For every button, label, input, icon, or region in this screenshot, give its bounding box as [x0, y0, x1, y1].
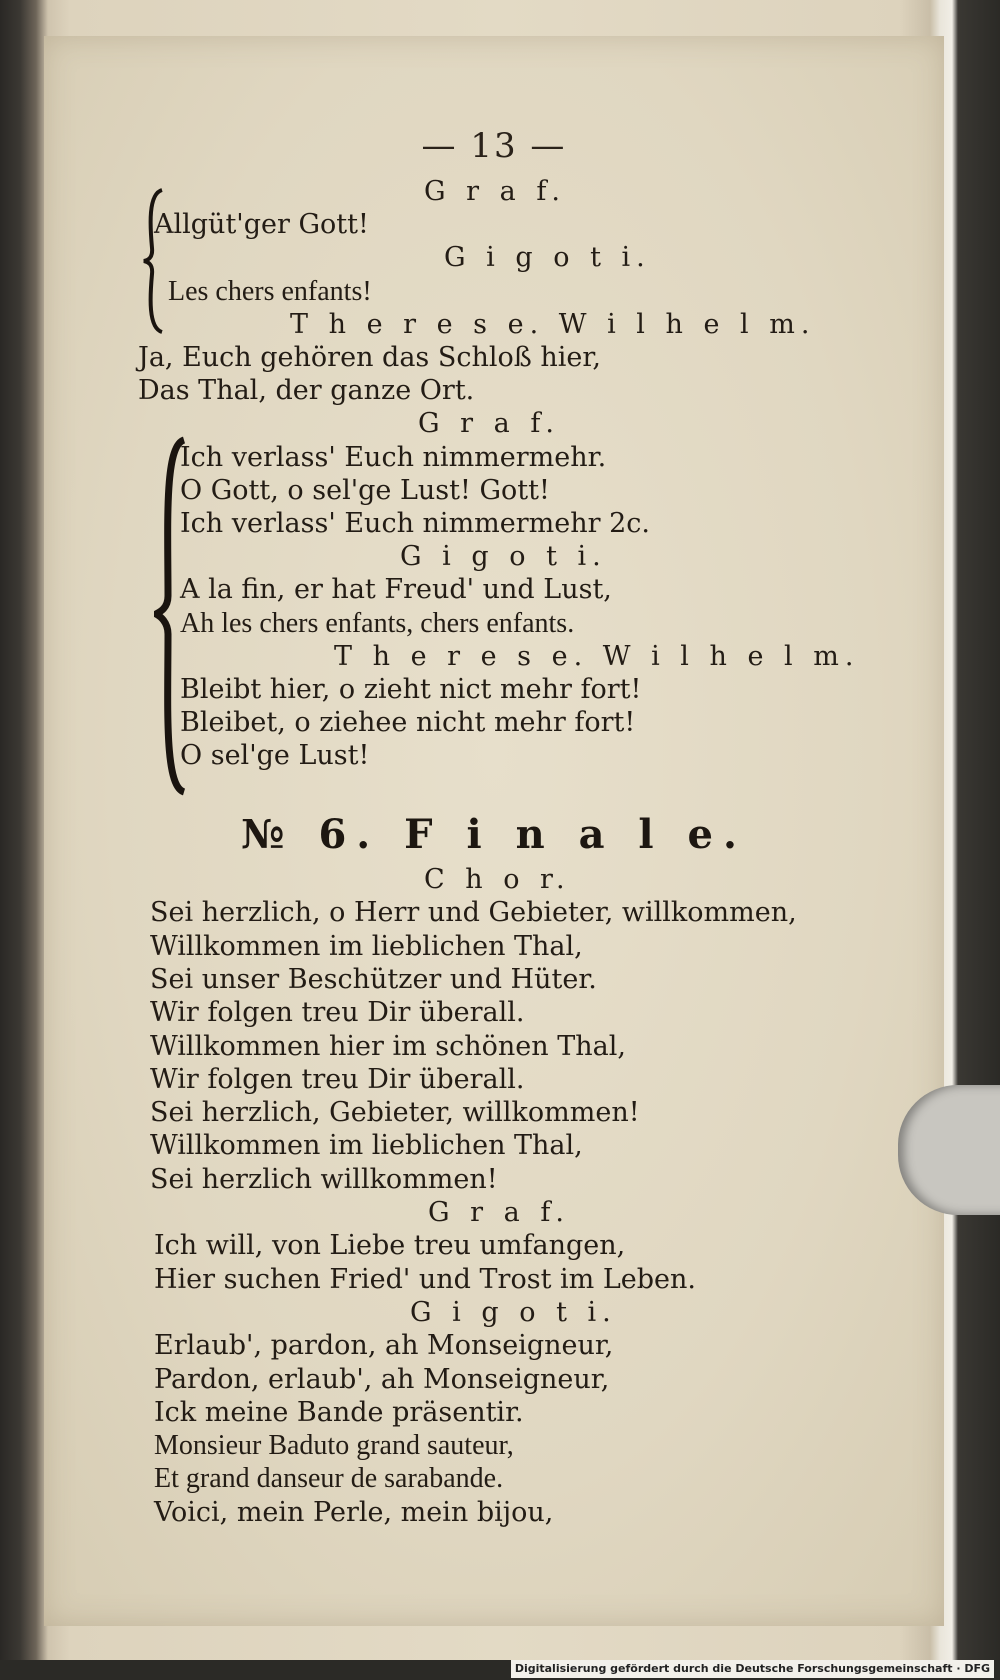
verse-line: Ich verlass' Euch nimmermehr. — [180, 441, 607, 473]
brace-top — [140, 186, 168, 336]
verse-line: Willkommen im lieblichen Thal, — [150, 1130, 583, 1162]
verse-line: A la fin, er hat Freud' und Lust, — [180, 574, 612, 606]
section-heading: № 6. F i n a l e. — [241, 811, 747, 858]
verse-line: Ich will, von Liebe treu umfangen, — [154, 1230, 626, 1262]
verse-line: Sei herzlich, o Herr und Gebieter, willkommen, — [150, 897, 797, 929]
verse-line: Ick meine Bande präsentir. — [154, 1396, 524, 1428]
verse-line: O sel'ge Lust! — [180, 740, 370, 772]
verse-line: Bleibt hier, o zieht nict mehr fort! — [180, 674, 642, 705]
speaker-name: G r a f. — [424, 176, 566, 207]
verse-line: Sei herzlich willkommen! — [150, 1163, 498, 1195]
page-number: — 13 — — [421, 126, 567, 166]
verse-line: Sei herzlich, Gebieter, willkommen! — [150, 1097, 640, 1129]
verse-line: Willkommen hier im schönen Thal, — [150, 1030, 626, 1062]
speaker-name: G r a f. — [418, 408, 560, 440]
verse-line: Et grand danseur de sarabande. — [154, 1463, 504, 1495]
speaker-name: G r a f. — [428, 1197, 570, 1228]
verse-line: Das Thal, der ganze Ort. — [138, 375, 475, 407]
verse-line: Les chers enfants! — [168, 275, 372, 307]
verse-line: Voici, mein Perle, mein bijou, — [154, 1496, 554, 1528]
verse-line: Wir folgen treu Dir überall. — [150, 997, 525, 1029]
verse-line: Pardon, erlaub', ah Monseigneur, — [154, 1363, 610, 1395]
book-page — [44, 36, 944, 1626]
speaker-name: T h e r e s e. W i l h e l m. — [290, 308, 816, 340]
verse-line: Monsieur Baduto grand sauteur, — [154, 1430, 514, 1462]
verse-line: O Gott, o sel'ge Lust! Gott! — [180, 474, 550, 506]
verse-line: Erlaub', pardon, ah Monseigneur, — [154, 1330, 614, 1362]
verse-line: Ich verlass' Euch nimmermehr 2c. — [180, 508, 650, 539]
speaker-name: G i g o t i. — [400, 541, 607, 573]
verse-line: Allgüt'ger Gott! — [154, 209, 369, 241]
verse-line: Wir folgen treu Dir überall. — [150, 1063, 525, 1095]
verse-line: Ah les chers enfants, chers enfants. — [180, 607, 575, 639]
verse-line: Bleibet, o ziehee nicht mehr fort! — [180, 707, 636, 739]
verse-line: Sei unser Beschützer und Hüter. — [150, 963, 597, 995]
speaker-name: T h e r e s e. W i l h e l m. — [334, 640, 860, 672]
brace-middle — [154, 436, 190, 796]
speaker-name: C h o r. — [424, 864, 571, 895]
verse-line: Hier suchen Fried' und Trost im Leben. — [154, 1263, 696, 1295]
speaker-name: G i g o t i. — [410, 1296, 617, 1328]
digitization-credit: Digitalisierung gefördert durch die Deutsche Forschungsgemeinschaft · DFG — [511, 1660, 994, 1678]
speaker-name: G i g o t i. — [444, 242, 651, 274]
verse-line: Willkommen im lieblichen Thal, — [150, 930, 583, 962]
verse-line: Ja, Euch gehören das Schloß hier, — [138, 342, 601, 373]
bookmark-tab — [898, 1085, 1000, 1215]
